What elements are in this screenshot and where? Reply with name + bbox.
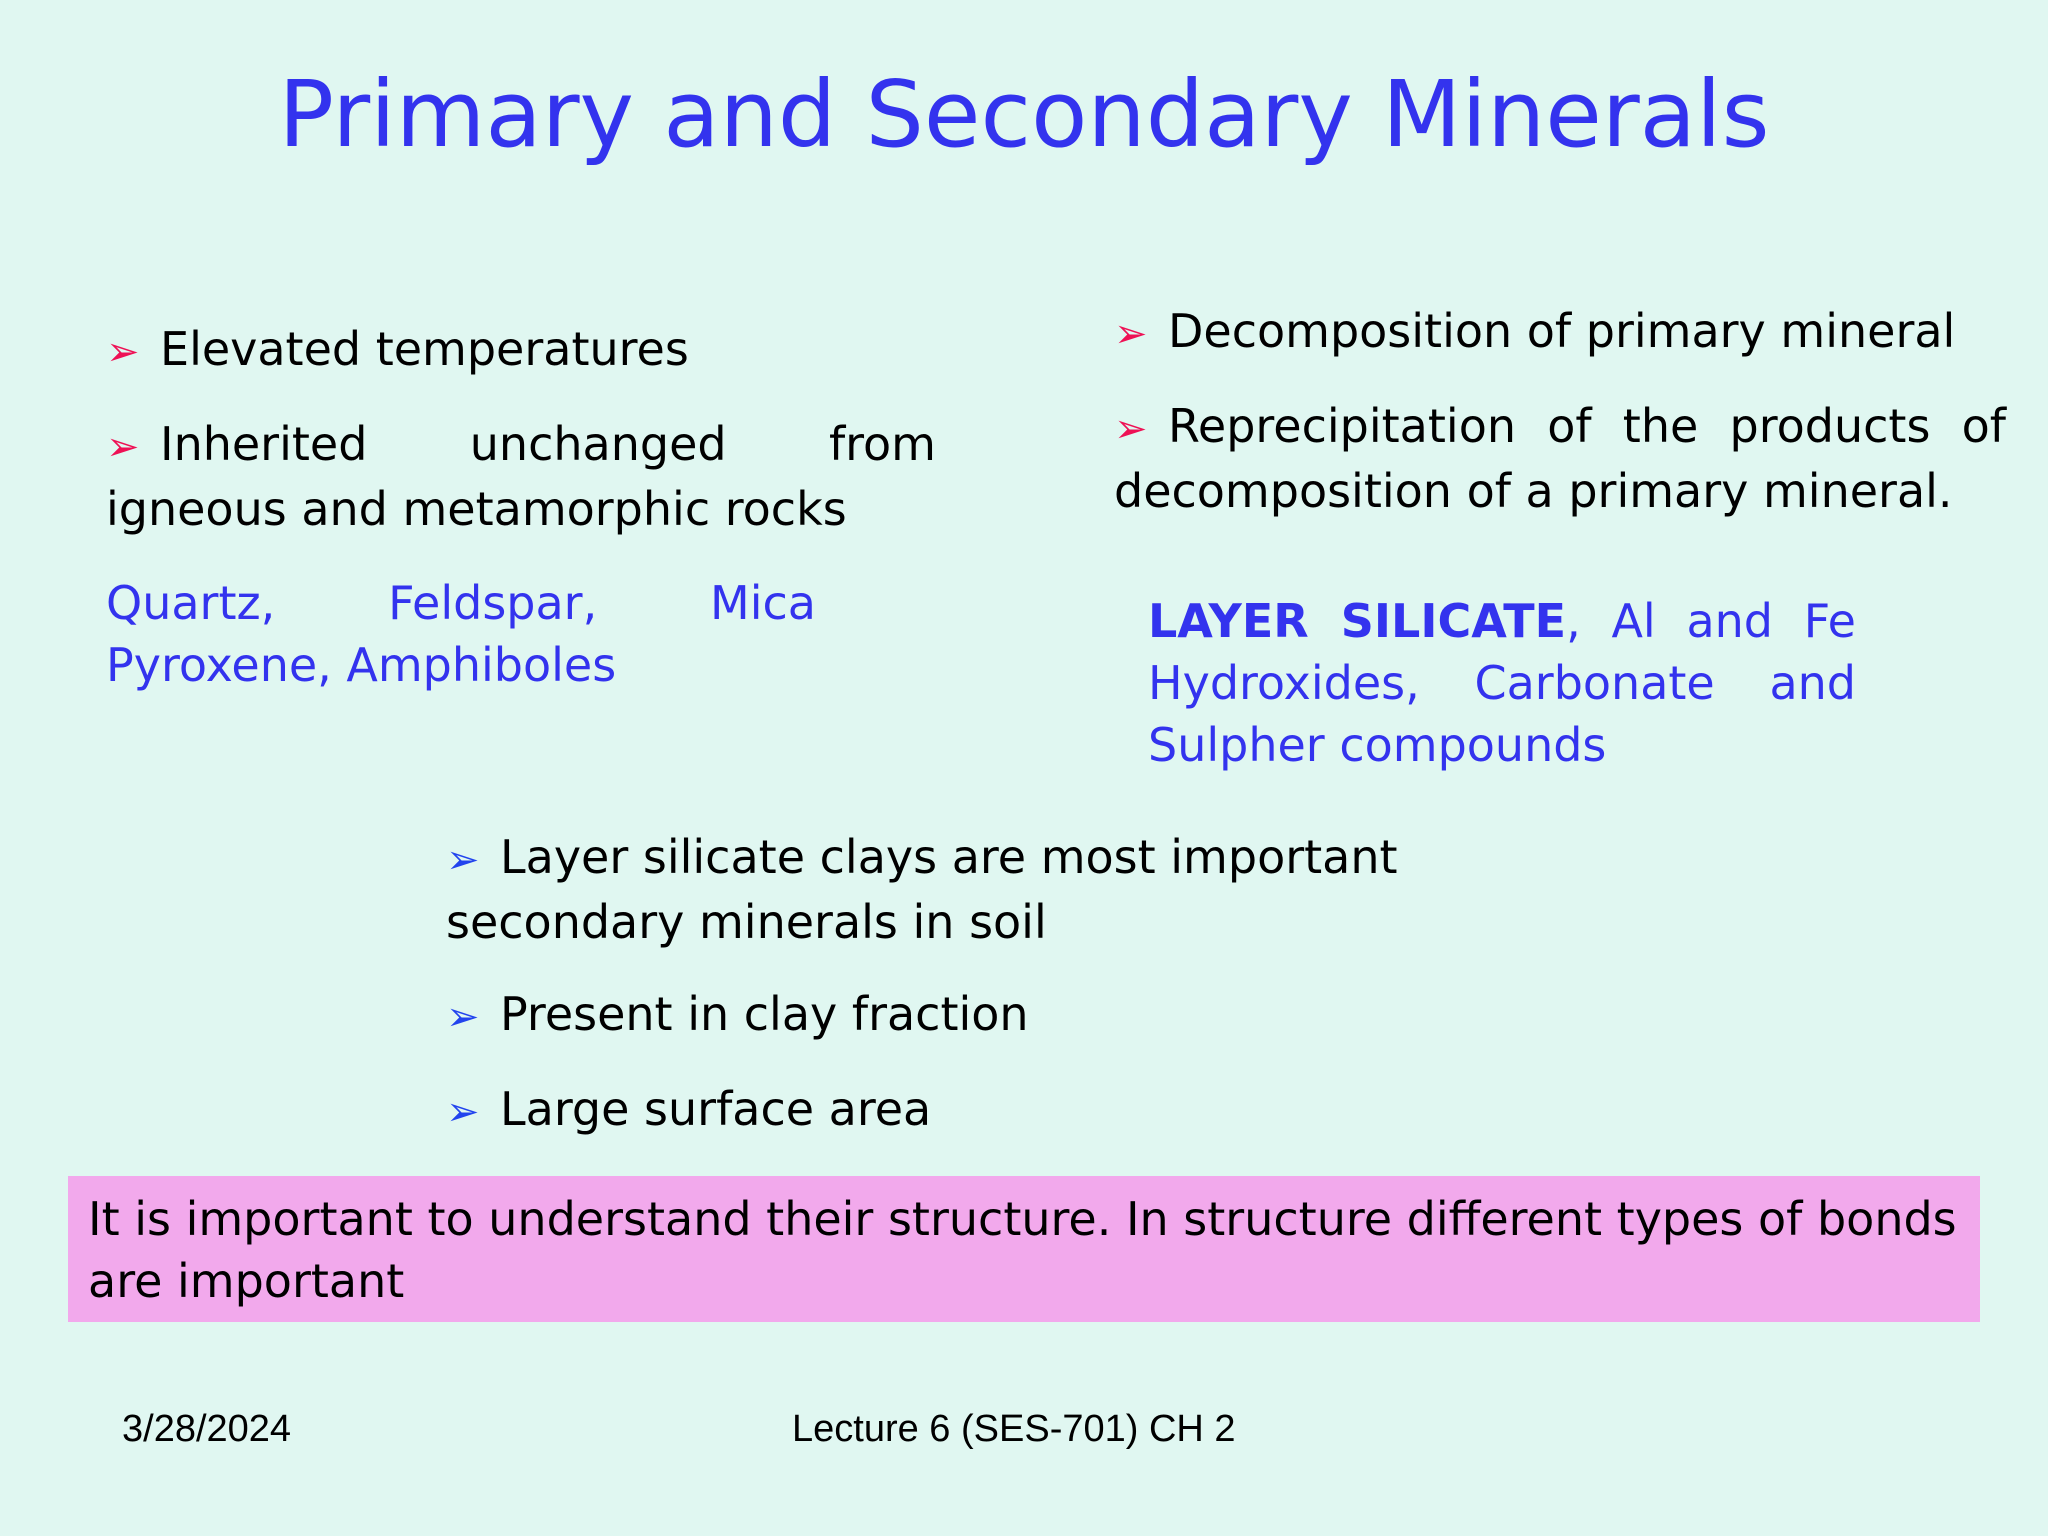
bullet-text: Decomposition of primary mineral [1168,304,1956,358]
slide-title: Primary and Secondary Minerals [278,61,1770,168]
secondary-minerals-list [1114,300,2006,522]
footer-date: 3/28/2024 [122,1408,292,1450]
bullet-text: Layer silicate clays are most important secondary minerals in soil [446,830,1398,949]
list-item [1114,395,2006,522]
list-item [106,318,936,383]
secondary-minerals-examples [1148,590,1856,776]
note-text: It is important to understand their structure. In structure different types of bonds are important [88,1192,1957,1308]
primary-minerals-list [106,318,936,540]
list-item [1114,300,2006,365]
list-item [106,413,936,540]
bullet-text: Reprecipitation of the products of decomposition of a primary mineral. [1114,399,2006,518]
bullet-text: Inherited unchanged from igneous and metamorphic rocks [106,417,936,536]
arrowhead-bullet-icon: ➢ [446,837,480,883]
highlight-note [68,1176,1980,1322]
examples-strong: LAYER SILICATE [1148,594,1567,648]
arrowhead-bullet-icon: ➢ [446,1089,480,1135]
example-word: Mica [710,576,816,630]
arrowhead-bullet-icon: ➢ [106,329,140,375]
bullet-text: Elevated temperatures [160,322,689,376]
layer-silicate-list [446,826,1486,1143]
examples-line: Pyroxene, Amphiboles [106,638,617,692]
list-item [446,1078,1486,1143]
footer-lecture: Lecture 6 (SES-701) CH 2 [792,1408,1236,1450]
arrowhead-bullet-icon: ➢ [1114,406,1148,452]
bullet-text: Large surface area [500,1082,932,1136]
examples-line [106,572,816,634]
arrowhead-bullet-icon: ➢ [106,424,140,470]
example-word: Quartz, [106,576,276,630]
list-item [446,983,1486,1048]
examples-rest: , Al and Fe Hydroxides, Carbonate and Sulpher compounds [1148,594,1856,772]
arrowhead-bullet-icon: ➢ [1114,311,1148,357]
arrowhead-bullet-icon: ➢ [446,994,480,1040]
bullet-text: Present in clay fraction [500,987,1029,1041]
example-word: Feldspar, [388,576,598,630]
list-item [446,826,1486,953]
primary-minerals-examples [106,572,816,696]
